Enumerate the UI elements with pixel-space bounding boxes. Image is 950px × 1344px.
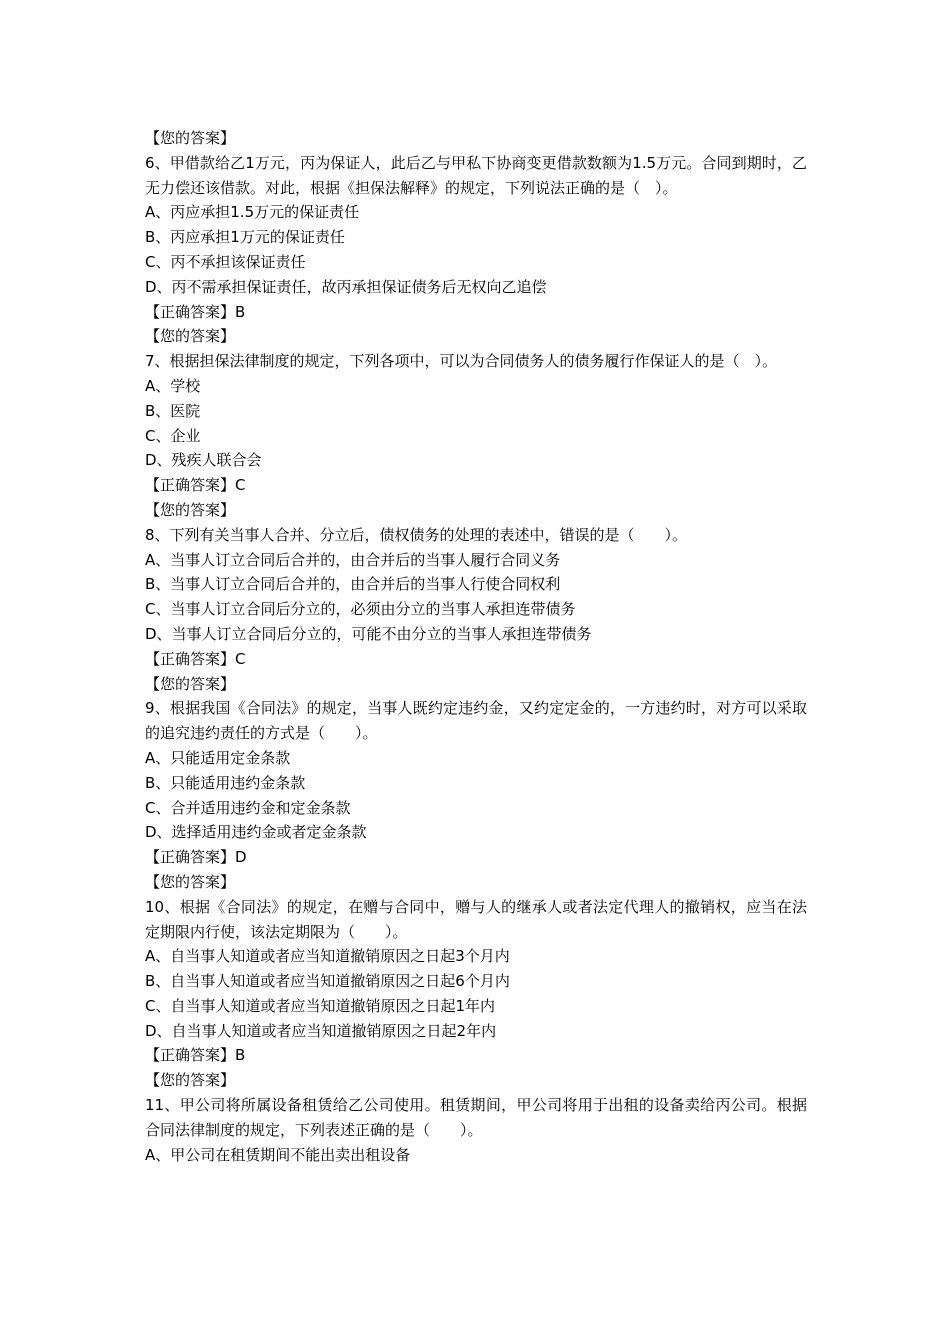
correct-answer: 【正确答案】C: [145, 476, 246, 495]
option-a: A、当事人订立合同后合并的，由合并后的当事人履行合同义务: [145, 550, 561, 569]
option-a: A、甲公司在租赁期间不能出卖出租设备: [145, 1145, 411, 1164]
question-text: 6、甲借款给乙1万元，丙为保证人，此后乙与甲私下协商变更借款数额为1.5万元。合同到期时，乙无力偿还该借款。对此，根据《担保法解释》的规定，下列说法正确的是（ ）。: [145, 153, 807, 197]
question-11: [145, 1093, 807, 1167]
your-answer-label: 【您的答案】: [145, 500, 236, 519]
option-c: C、企业: [145, 426, 201, 445]
question-9: [145, 696, 807, 894]
option-a: A、自当事人知道或者应当知道撤销原因之日起3个月内: [145, 947, 510, 966]
your-answer-label: 【您的答案】: [145, 674, 236, 693]
question-text: 11、甲公司将所属设备租赁给乙公司使用。租赁期间，甲公司将用于出租的设备卖给丙公司。根据合同法律制度的规定，下列表述正确的是（ ）。: [145, 1096, 807, 1139]
your-answer-label: 【您的答案】: [145, 129, 236, 147]
your-answer-label: 【您的答案】: [145, 872, 236, 891]
question-text: 8、下列有关当事人合并、分立后，债权债务的处理的表述中，错误的是（ ）。: [145, 525, 688, 544]
question-text: 7、根据担保法律制度的规定，下列各项中，可以为合同债务人的债务履行作保证人的是（ ）。: [145, 352, 778, 371]
question-10: [145, 895, 807, 1093]
correct-answer: 【正确答案】B: [145, 302, 246, 321]
option-b: B、只能适用违约金条款: [145, 773, 306, 792]
correct-answer: 【正确答案】D: [145, 848, 247, 867]
option-c: C、当事人订立合同后分立的，必须由分立的当事人承担连带债务: [145, 600, 576, 619]
option-a: A、只能适用定金条款: [145, 748, 291, 767]
option-a: A、丙应承担1.5万元的保证责任: [145, 203, 360, 222]
correct-answer: 【正确答案】C: [145, 649, 246, 668]
question-text: 9、根据我国《合同法》的规定，当事人既约定违约金，又约定定金的，一方违约时，对方可以采取的追究违约责任的方式是（ ）。: [145, 699, 807, 743]
option-d: D、残疾人联合会: [145, 451, 262, 470]
option-d: D、自当事人知道或者应当知道撤销原因之日起2年内: [145, 1021, 497, 1040]
question-7: [145, 349, 807, 523]
option-d: D、丙不需承担保证责任，故丙承担保证债务后无权向乙追偿: [145, 277, 547, 296]
correct-answer: 【正确答案】B: [145, 1046, 246, 1065]
question-text: 10、根据《合同法》的规定，在赠与合同中，赠与人的继承人或者法定代理人的撤销权，应当在法定期限内行使，该法定期限为（ ）。: [145, 897, 807, 941]
option-c: C、合并适用违约金和定金条款: [145, 798, 351, 817]
question-8: [145, 523, 807, 697]
option-b: B、当事人订立合同后合并的，由合并后的当事人行使合同权利: [145, 575, 561, 594]
option-c: C、自当事人知道或者应当知道撤销原因之日起1年内: [145, 996, 496, 1015]
option-b: B、医院: [145, 401, 201, 420]
question-6: [145, 151, 807, 349]
option-d: D、当事人订立合同后分立的，可能不由分立的当事人承担连带债务: [145, 624, 592, 643]
option-a: A、学校: [145, 376, 201, 395]
your-answer-label: 【您的答案】: [145, 1071, 236, 1090]
option-c: C、丙不承担该保证责任: [145, 252, 306, 271]
option-d: D、选择适用违约金或者定金条款: [145, 823, 367, 842]
document-page: [145, 126, 807, 1167]
option-b: B、自当事人知道或者应当知道撤销原因之日起6个月内: [145, 972, 510, 991]
your-answer-label: 【您的答案】: [145, 327, 236, 346]
option-b: B、丙应承担1万元的保证责任: [145, 228, 345, 247]
